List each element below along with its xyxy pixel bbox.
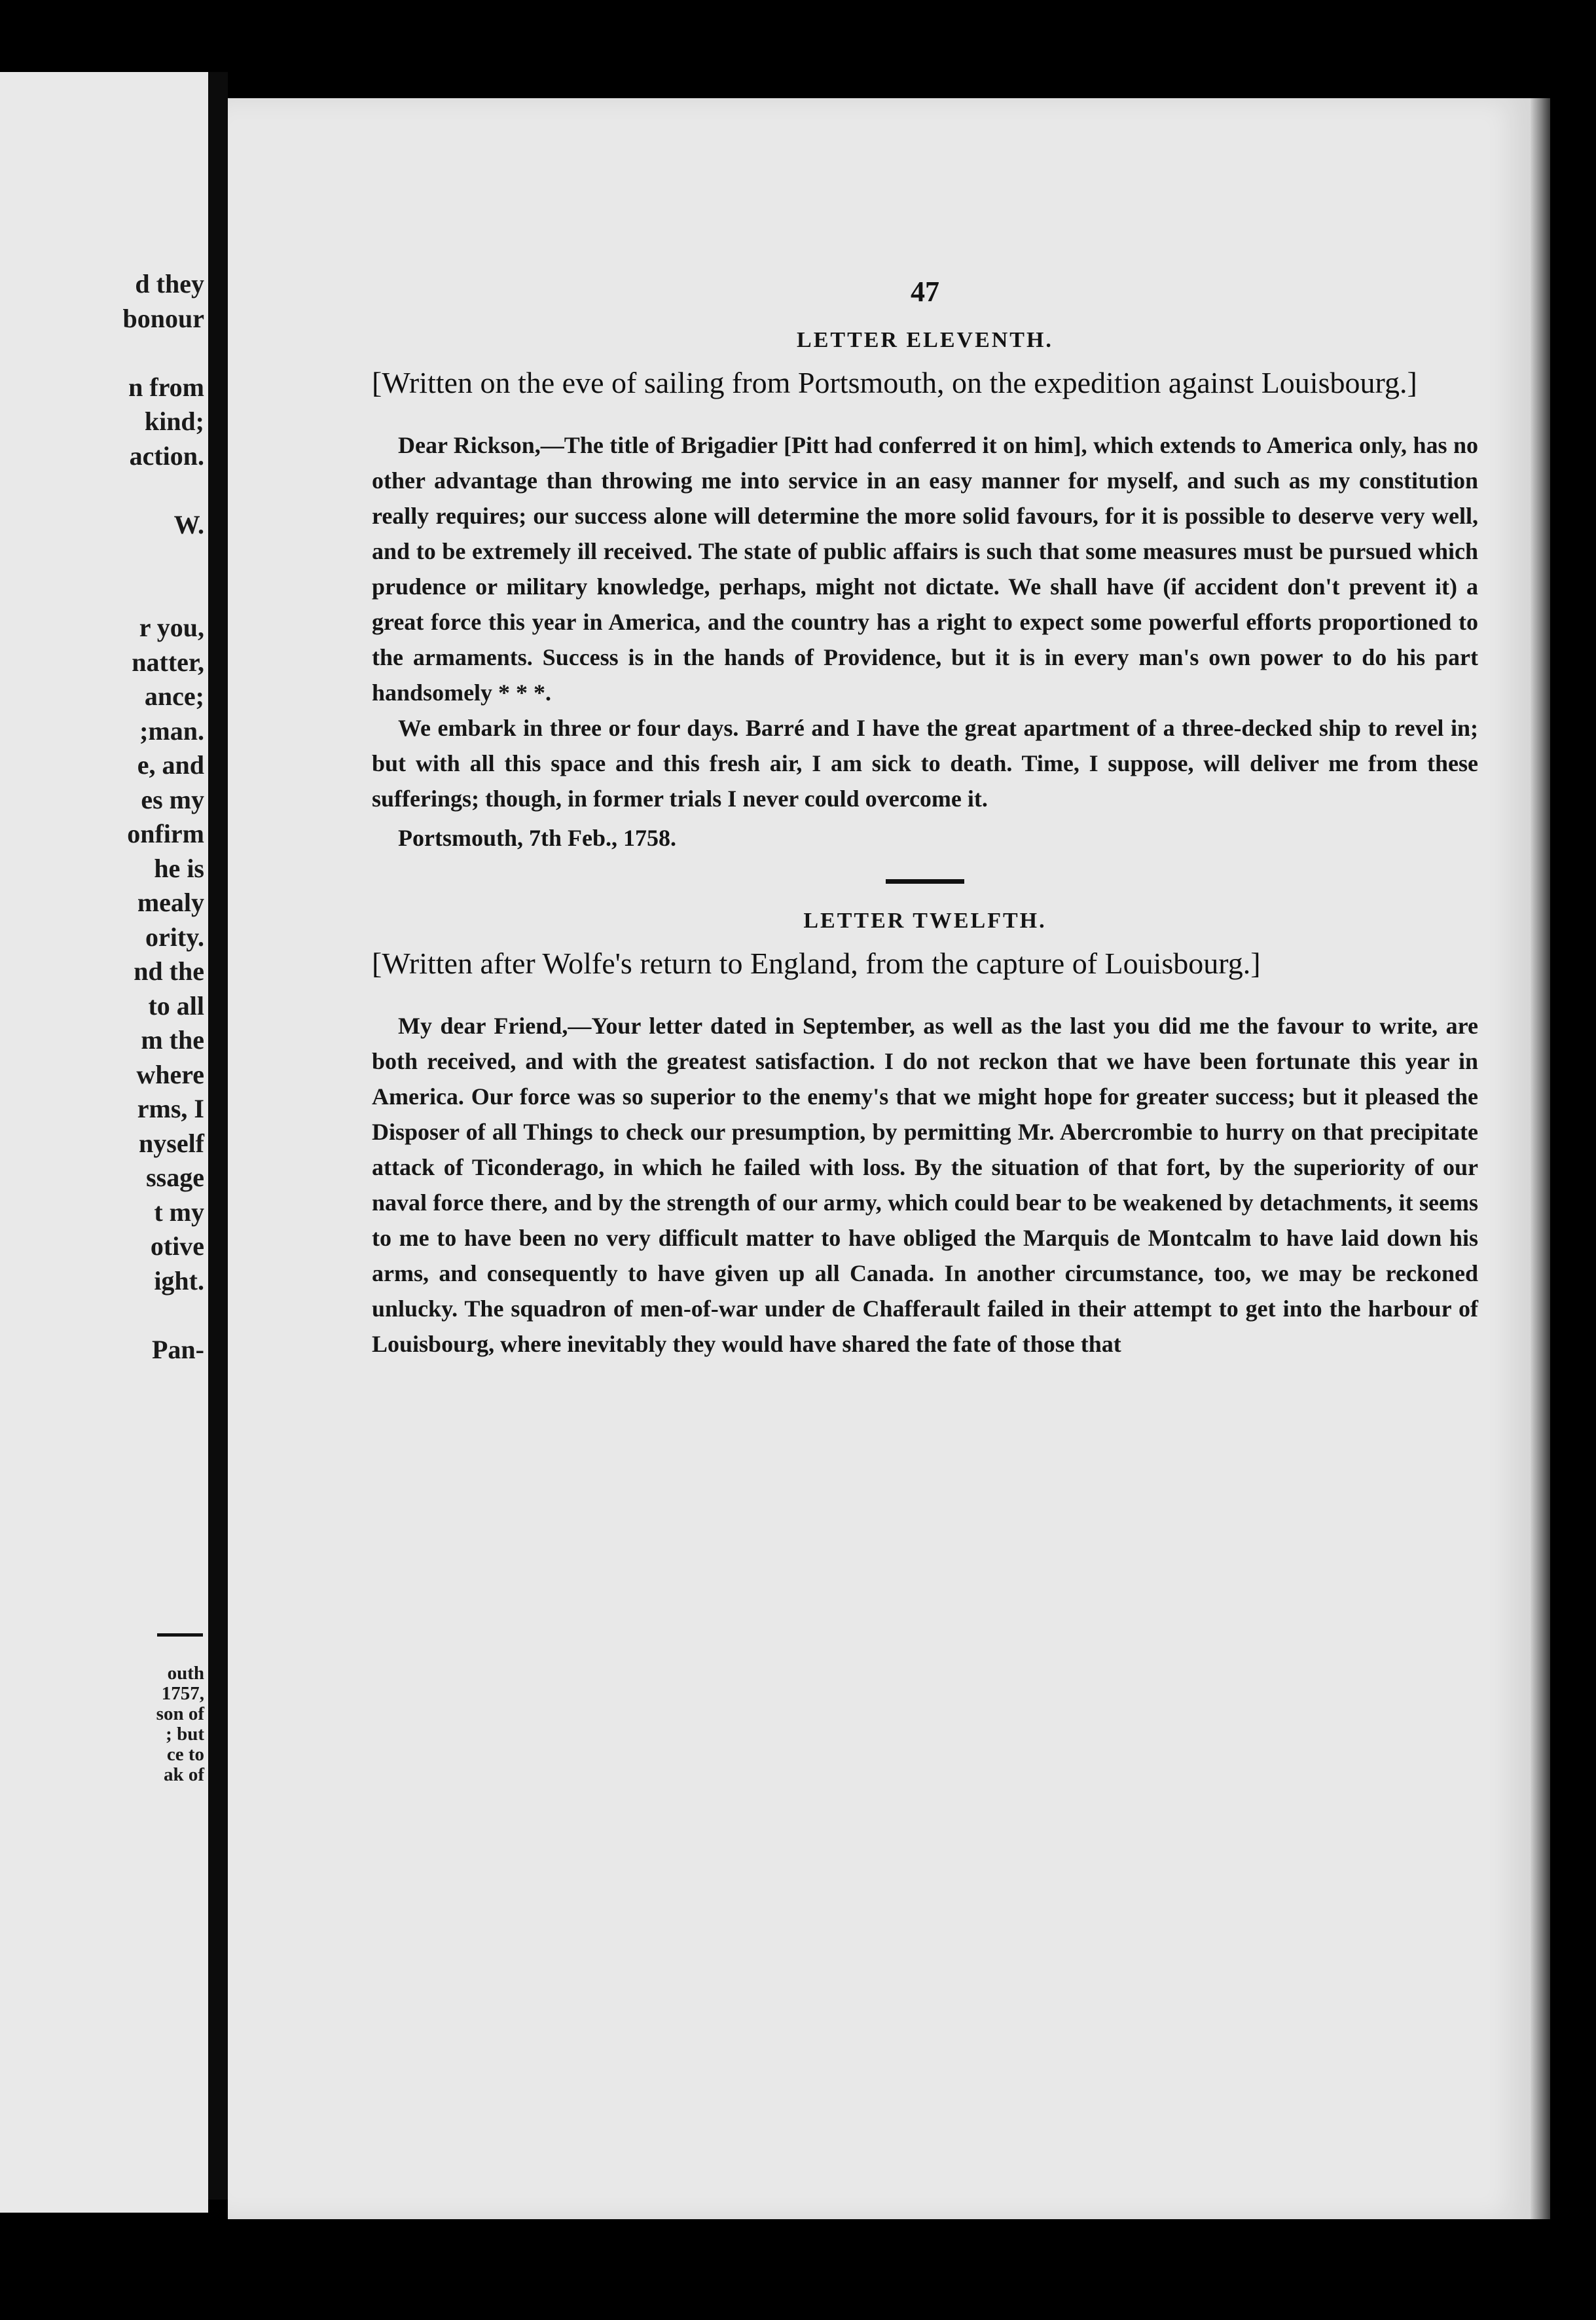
letter-eleven-signoff: Portsmouth, 7th Feb., 1758.: [398, 825, 676, 851]
left-margin-fragment: where: [136, 1059, 204, 1089]
page-text-block: [372, 275, 1478, 1362]
left-margin-fragment: natter,: [132, 647, 204, 677]
left-margin-fragment: nd the: [134, 956, 204, 986]
left-margin-footnote-fragment: outh: [167, 1663, 204, 1684]
left-margin-footnote-fragment: ; but: [166, 1724, 204, 1745]
left-margin-fragment: nyself: [139, 1128, 204, 1158]
letter-twelve-paragraph: My dear Friend,—Your letter dated in September, as well as the last you did me the favour to write, are both received, and with the greatest satisfaction. I do not reckon that we have been fortunate this year in America. Our force was so superior to the enemy's that we might hope for greater success; but it pleased the Disposer of all Things to check our presumption, by permitting Mr. Abercrombie to hurry on that precipitate attack of Ticonderago, in which he failed with loss. By the situation of that fort, by the superiority of our naval force there, and by the strength of our army, which could bear to be weakened by detachments, it seems to me to have been no very difficult matter to have obliged the Marquis de Montcalm to have laid down his arms, and consequently to have given up all Canada. In another circumstance, too, we may be reckoned unlucky. The squadron of men-of-war under de Chafferault failed in their attempt to get into the harbour of Louisbourg, where inevitably they would have shared the fate of those that: [372, 1013, 1478, 1357]
left-margin-fragment: r you,: [139, 613, 204, 642]
page-number: 47: [911, 276, 939, 308]
page-edge-shadow: [1531, 98, 1550, 2219]
left-margin-fragment: n from: [128, 372, 204, 402]
letter-twelve-headnote: [Written after Wolfe's return to England, from the capture of Louisbourg.]: [372, 947, 1261, 980]
left-margin-fragment: ance;: [144, 681, 204, 711]
left-margin-fragment: ;man.: [139, 716, 204, 746]
left-margin-fragment: onfirm: [127, 819, 204, 848]
left-margin-fragment: action.: [129, 441, 204, 471]
left-margin-fragment: e, and: [137, 750, 204, 780]
letter-eleven-headnote: [Written on the eve of sailing from Portsmouth, on the expedition against Louisbourg.]: [372, 366, 1417, 399]
letter-twelve-title: LETTER TWELFTH.: [803, 909, 1047, 933]
left-margin-rule: [157, 1633, 203, 1637]
left-margin-fragment: bonour: [122, 303, 204, 333]
left-margin-fragment: m the: [141, 1025, 204, 1055]
left-margin-fragment: ssage: [146, 1163, 204, 1192]
left-margin-footnote-fragment: ak of: [163, 1764, 204, 1785]
left-margin-fragment: es my: [141, 784, 204, 814]
letter-eleven-title: LETTER ELEVENTH.: [797, 328, 1053, 352]
left-margin-fragment: ight.: [154, 1265, 204, 1296]
left-margin-fragment: ority.: [145, 922, 204, 952]
left-margin-fragment: W.: [173, 509, 204, 539]
left-margin-fragment: d they: [135, 269, 204, 299]
left-margin-fragment: to all: [148, 990, 204, 1021]
letter-eleven-paragraph: We embark in three or four days. Barré and I have the great apartment of a three-decked ship to revel in; but with all this space and this fresh air, I am sick to death. Time, I suppose, will deliver me from these sufferings; though, in former trials I never could overcome it.: [372, 715, 1478, 812]
left-margin-footnote-fragment: son of: [156, 1703, 204, 1724]
left-margin-fragment: otive: [150, 1231, 204, 1261]
left-margin-fragment: kind;: [144, 407, 204, 436]
letter-eleven-paragraph: Dear Rickson,—The title of Brigadier [Pitt had conferred it on him], which extends to America only, has no other advantage than throwing me into service in an easy manner for myself, and such as my constitution really requires; our success alone will determine the more solid favours, for it is possible to deserve very well, and to be extremely ill received. The state of public affairs is such that some measures must be pursued which prudence or military knowledge, perhaps, might not dictate. We shall have (if accident don't prevent it) a great force this year in America, and the country has a right to expect some powerful efforts proportioned to the armaments. Success is in the hands of Providence, but it is in every man's own power to do his part handsomely * * *.: [372, 432, 1478, 706]
right-page: [228, 98, 1531, 2219]
left-margin-fragment: he is: [154, 853, 204, 883]
left-margin-fragment: rms, I: [137, 1094, 204, 1123]
left-margin-fragment: Pan-: [152, 1334, 204, 1364]
left-margin-fragment: t my: [154, 1197, 204, 1227]
left-margin-footnote-fragment: 1757,: [161, 1683, 204, 1704]
book-gutter: [208, 72, 228, 2200]
left-margin-fragment: mealy: [137, 888, 204, 917]
left-margin-footnote-fragment: ce to: [166, 1744, 204, 1765]
left-page-edge: [0, 72, 208, 2213]
section-divider: [886, 879, 964, 884]
